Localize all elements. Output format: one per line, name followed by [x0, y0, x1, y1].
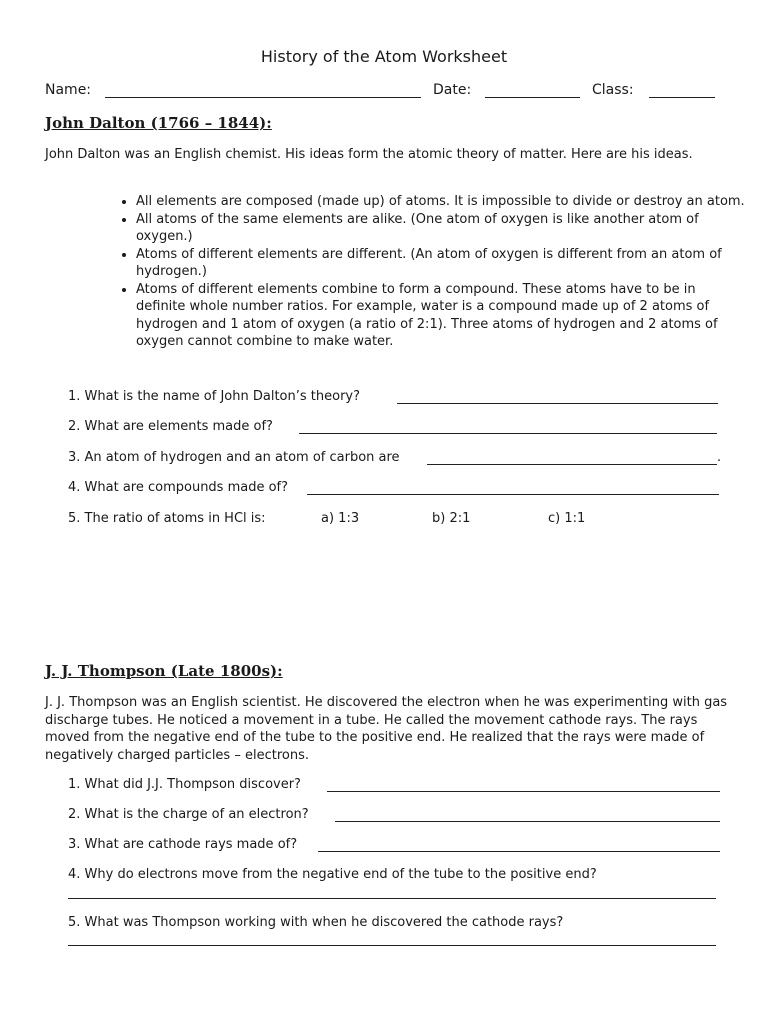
dalton-question-1: 1. What is the name of John Dalton’s theory?: [68, 389, 361, 404]
class-label: Class:: [592, 82, 634, 98]
dalton-answer-4-line[interactable]: [307, 494, 719, 495]
thompson-answer-4-line[interactable]: [68, 898, 716, 899]
choice-c[interactable]: c) 1:1: [548, 511, 586, 526]
dalton-question-3-period: .: [717, 450, 722, 465]
thompson-question-4: 4. Why do electrons move from the negative end of the tube to the positive end?: [68, 867, 597, 882]
choice-a[interactable]: a) 1:3: [321, 511, 360, 526]
dalton-question-2: 2. What are elements made of?: [68, 419, 273, 434]
dalton-heading: John Dalton (1766 – 1844):: [45, 114, 272, 132]
thompson-answer-2-line[interactable]: [335, 821, 720, 822]
class-field[interactable]: [649, 97, 715, 98]
thompson-answer-1-line[interactable]: [327, 791, 720, 792]
date-label: Date:: [433, 82, 472, 98]
choice-b[interactable]: b) 2:1: [432, 511, 471, 526]
worksheet-title: History of the Atom Worksheet: [260, 47, 508, 66]
dalton-question-3: 3. An atom of hydrogen and an atom of carbon are: [68, 450, 400, 465]
dalton-idea-item: • Atoms of different elements are different. (An atom of oxygen is different from an atom of hydrogen.): [136, 246, 748, 281]
dalton-question-5: 5. The ratio of atoms in HCl is:: [68, 511, 266, 526]
dalton-intro: John Dalton was an English chemist. His ideas form the atomic theory of matter. Here are his ideas.: [45, 147, 693, 162]
thompson-question-1: 1. What did J.J. Thompson discover?: [68, 777, 301, 792]
date-field[interactable]: [485, 97, 580, 98]
dalton-idea-item: • All elements are composed (made up) of atoms. It is impossible to divide or destroy an atom.: [136, 193, 748, 211]
dalton-ideas-list: [110, 193, 748, 351]
thompson-heading: J. J. Thompson (Late 1800s):: [45, 662, 283, 680]
dalton-answer-3-line[interactable]: [427, 464, 717, 465]
dalton-answer-2-line[interactable]: [299, 433, 717, 434]
dalton-answer-1-line[interactable]: [397, 403, 718, 404]
dalton-question-4: 4. What are compounds made of?: [68, 480, 289, 495]
thompson-answer-5-line[interactable]: [68, 945, 716, 946]
name-field[interactable]: [105, 97, 421, 98]
thompson-question-3: 3. What are cathode rays made of?: [68, 837, 298, 852]
dalton-idea-item: • Atoms of different elements combine to form a compound. These atoms have to be in definite whole number ratios. For example, water is a compound made up of 2 atoms of hydrogen and 1 atom of oxygen (a ratio of 2:1). Three atoms of hydrogen and 2 atoms of oxygen cannot combine to make water.: [136, 281, 748, 351]
thompson-question-5: 5. What was Thompson working with when he discovered the cathode rays?: [68, 915, 564, 930]
thompson-answer-3-line[interactable]: [318, 851, 720, 852]
thompson-question-2: 2. What is the charge of an electron?: [68, 807, 309, 822]
thompson-intro: J. J. Thompson was an English scientist. He discovered the electron when he was experimenting with gas discharge tubes. He noticed a movement in a tube. He called the movement cathode rays. The rays moved from the negative end of the tube to the positive end. He realized that the rays were made of negatively charged particles – electrons.: [45, 695, 728, 763]
dalton-idea-item: • All atoms of the same elements are alike. (One atom of oxygen is like another atom of oxygen.): [136, 211, 748, 246]
name-label: Name:: [45, 82, 92, 98]
